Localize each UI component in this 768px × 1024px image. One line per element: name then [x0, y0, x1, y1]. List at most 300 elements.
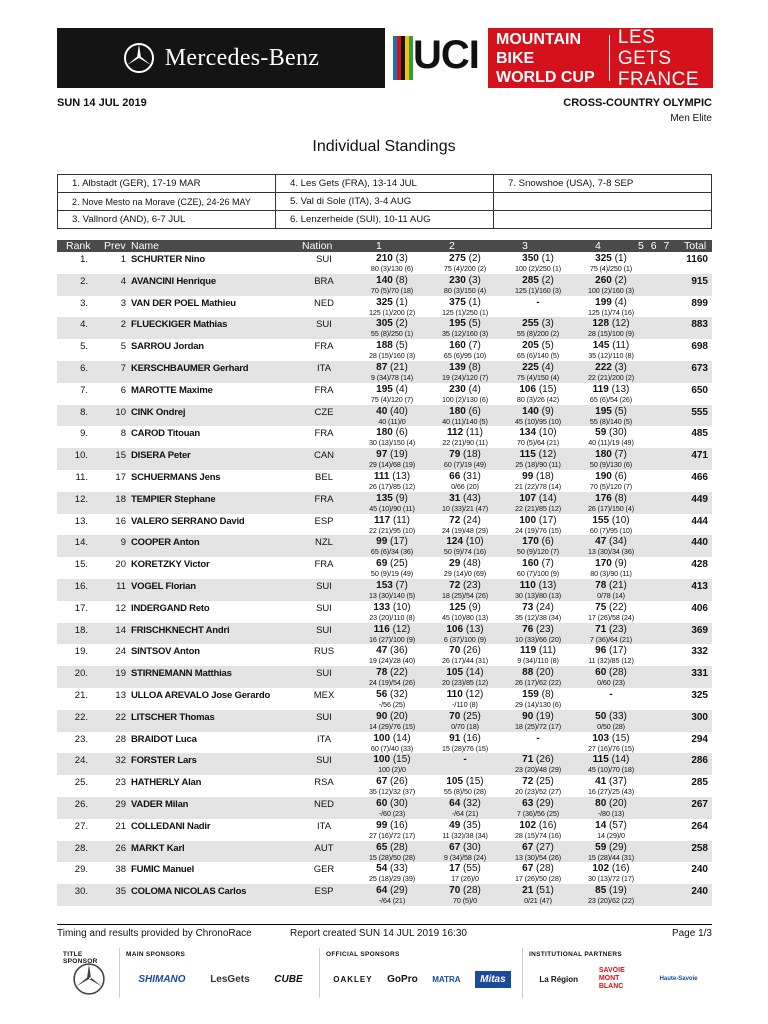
race-points-value: 49 — [449, 819, 461, 831]
rank-cell: 6. — [80, 363, 88, 374]
race-points — [352, 340, 432, 351]
race-points-value: 153 — [376, 580, 393, 591]
standings-row — [57, 775, 712, 797]
standings-row — [57, 296, 712, 318]
prev-rank-cell: 35 — [115, 886, 126, 898]
race-points — [498, 318, 578, 329]
race-position: (4) — [614, 296, 627, 308]
race-points-value: 100 — [373, 754, 391, 766]
prev-rank-cell: 9 — [120, 537, 126, 549]
race-breakdown: 15 (28)/44 (31) — [587, 852, 635, 862]
prev-rank-cell: 29 — [115, 799, 126, 810]
race-breakdown: 26 (17)/44 (31) — [441, 656, 489, 666]
race-points-value: 72 — [449, 514, 461, 526]
mitas-logo: Mitas — [475, 971, 511, 988]
race-points-value: 210 — [376, 253, 393, 264]
race-points — [498, 362, 578, 373]
mercedes-star-icon — [72, 962, 106, 996]
race-points-value: 155 — [592, 514, 610, 526]
race-cell — [494, 211, 712, 229]
rider-name: AVANCINI Henrique — [131, 275, 216, 287]
race-position: (10) — [392, 601, 411, 613]
race-points — [571, 776, 651, 787]
race-position: (8) — [468, 362, 481, 373]
rider-name: FLUECKIGER Mathias — [131, 319, 228, 331]
race-position: (1) — [614, 253, 627, 264]
category: Men Elite — [670, 113, 712, 124]
race-points — [425, 885, 505, 896]
race-breakdown: 50 (9)/74 (16) — [443, 547, 487, 557]
nation-cell: ITA — [316, 363, 332, 374]
race-breakdown: 19 (24)/120 (7) — [441, 373, 489, 382]
race-points-value: 195 — [449, 318, 466, 330]
race-breakdown: 14 (29)/0 — [597, 830, 625, 840]
race-points — [352, 689, 432, 700]
prev-rank-cell: 17 — [115, 472, 126, 483]
race-breakdown: 9 (34)/78 (14) — [370, 373, 414, 382]
race-points — [352, 580, 432, 591]
race-points-value: 195 — [376, 383, 393, 395]
race-points — [425, 863, 505, 874]
shimano-logo: SHIMANO — [138, 973, 186, 985]
race-points-value: 275 — [449, 253, 466, 264]
race-breakdown: 75 (4)/150 (4) — [516, 373, 560, 382]
standings-row — [57, 644, 712, 666]
race-position: (16) — [538, 819, 557, 831]
race-points-value: 100 — [519, 514, 537, 526]
race-points-value: 67 — [376, 776, 388, 788]
prev-rank-cell: 20 — [115, 559, 126, 571]
race-breakdown: -/60 (23) — [378, 809, 406, 818]
race-points — [571, 863, 651, 874]
race-position: (20) — [390, 710, 408, 722]
race-position: (7) — [468, 340, 481, 352]
sponsor-strip — [57, 948, 712, 998]
rank-cell: 27. — [74, 820, 88, 832]
race-position: (17) — [390, 536, 408, 548]
race-points-value: 14 — [595, 819, 607, 831]
race-breakdown: 60 (7)/95 (10) — [589, 525, 633, 535]
race-points-value: 145 — [592, 340, 610, 352]
rider-name: LITSCHER Thomas — [131, 711, 215, 723]
race-position: (32) — [463, 798, 481, 809]
race-date: SUN 14 JUL 2019 — [57, 97, 147, 109]
race-points — [425, 493, 505, 504]
race-points-value: 375 — [449, 296, 466, 308]
nation-cell: ESP — [314, 515, 334, 527]
uci-stripes — [393, 36, 413, 80]
race-position: (2) — [468, 253, 481, 264]
nation-cell: SUI — [316, 624, 332, 636]
race-position: (11) — [465, 427, 483, 439]
race-points — [498, 427, 578, 438]
mercedes-star-icon — [123, 42, 155, 74]
race-breakdown: 27 (16)/72 (17) — [368, 830, 416, 840]
race-points — [571, 384, 651, 395]
race-points — [352, 645, 432, 656]
race-points — [425, 754, 505, 765]
venue-name: LES GETS FRANCE — [617, 26, 699, 90]
race-breakdown: 55 (8)/140 (5) — [589, 416, 633, 426]
race-breakdown: 16 (27)/100 (9) — [368, 634, 416, 644]
race-position: (30) — [609, 427, 627, 439]
standings-row — [57, 841, 712, 863]
race-points — [571, 493, 651, 504]
rider-name: MAROTTE Maxime — [131, 384, 213, 396]
race-position: (2) — [541, 274, 554, 286]
race-points-value: 119 — [520, 645, 537, 657]
race-points — [352, 798, 432, 809]
race-points — [425, 297, 505, 308]
total-points: 413 — [691, 581, 708, 592]
race-points — [352, 558, 432, 569]
rider-name: VALERO SERRANO David — [131, 515, 245, 527]
race-points-value: 111 — [373, 471, 390, 482]
nation-cell: FRA — [314, 428, 334, 440]
race-points — [498, 580, 578, 591]
race-points — [352, 449, 432, 460]
race-points — [498, 602, 578, 613]
race-position: (3) — [468, 274, 481, 286]
total-points: 325 — [691, 690, 708, 701]
rank-cell: 14. — [74, 537, 88, 549]
race-points — [425, 711, 505, 722]
standings-row — [57, 492, 712, 514]
race-breakdown: 28 (15)/100 (9) — [587, 329, 635, 339]
race-points — [571, 558, 651, 569]
race-points-value: 115 — [592, 754, 609, 766]
race-points-value: 47 — [376, 645, 388, 657]
race-points — [571, 754, 651, 765]
race-position: (7) — [395, 580, 408, 591]
race-breakdown: 13 (30)/54 (26) — [514, 852, 562, 862]
race-points-value: 64 — [376, 885, 388, 897]
race-points — [425, 558, 505, 569]
race-cell: 1. Albstadt (GER), 17-19 MAR — [58, 175, 276, 193]
race-position: (6) — [614, 471, 627, 482]
standings-row — [57, 666, 712, 688]
race-points-value: 195 — [595, 405, 612, 417]
race-breakdown: 35 (12)/32 (37) — [368, 787, 416, 797]
race-points-value: 180 — [376, 427, 393, 439]
race-position: (8) — [395, 274, 408, 286]
race-breakdown: 45 (10)/70 (18) — [587, 765, 635, 775]
race-breakdown: 7 (36)/64 (21) — [589, 634, 633, 644]
race-points-value: 66 — [449, 471, 461, 482]
race-position: (19) — [609, 885, 627, 897]
race-points — [425, 318, 505, 329]
race-points-value: 105 — [446, 776, 464, 788]
prev-rank-cell: 15 — [115, 450, 126, 462]
prev-rank-cell: 4 — [120, 275, 126, 287]
race-points — [571, 427, 651, 438]
race-points-value: 21 — [522, 885, 534, 897]
race-breakdown: 22 (21)/200 (2) — [587, 373, 635, 382]
total-points: 332 — [691, 646, 708, 658]
standings-row — [57, 514, 712, 536]
race-position: (4) — [541, 362, 554, 373]
race-position: (29) — [609, 841, 627, 853]
race-position: (51) — [536, 885, 554, 897]
race-breakdown: 30 (13)/72 (17) — [587, 874, 635, 884]
race-points — [352, 667, 432, 678]
race-position: (48) — [463, 558, 481, 570]
race-points-value: 99 — [376, 819, 388, 831]
race-position: (6) — [541, 536, 554, 548]
race-breakdown: 125 (1)/200 (2) — [368, 307, 416, 317]
rider-name: HATHERLY Alan — [131, 777, 202, 789]
rider-name: SARROU Jordan — [131, 341, 204, 353]
race-points-value: 54 — [376, 863, 388, 875]
total-points: 673 — [691, 363, 708, 374]
race-position: (14) — [538, 492, 557, 504]
race-points — [571, 667, 651, 678]
race-points-value: 119 — [592, 383, 609, 395]
race-points-value: 110 — [519, 580, 536, 591]
race-position: (23) — [463, 580, 481, 591]
col-prev: Prev — [104, 240, 126, 252]
race-breakdown: 55 (8)/200 (2) — [516, 329, 560, 339]
race-breakdown: 70 (5)/64 (21) — [516, 438, 560, 448]
nation-cell: RSA — [314, 777, 334, 789]
standings-row — [57, 405, 712, 427]
rank-cell: 15. — [74, 559, 88, 571]
matra-logo: MATRA — [432, 974, 461, 984]
savoie-logo: SAVOIE MONT BLANC — [598, 967, 625, 990]
race-breakdown: 18 (25)/54 (26) — [441, 591, 489, 600]
race-points — [571, 798, 651, 809]
race-points — [498, 776, 578, 787]
race-points — [571, 275, 651, 286]
race-points — [498, 275, 578, 286]
race-points-value: 139 — [449, 362, 466, 373]
race-points — [571, 536, 651, 547]
rider-name: STIRNEMANN Matthias — [131, 668, 232, 680]
race-position: (20) — [536, 667, 554, 679]
race-points-value: 60 — [376, 798, 388, 809]
race-points — [498, 798, 578, 809]
race-position: (9) — [541, 405, 554, 417]
standings-row — [57, 274, 712, 296]
official-sponsors: OFFICIAL SPONSORS OAKLEY GoPro MATRA Mitas — [319, 948, 522, 998]
prev-rank-cell: 2 — [120, 319, 126, 331]
standings-row — [57, 732, 712, 754]
prev-rank-cell: 18 — [115, 493, 126, 505]
race-breakdown: 40 (11)/140 (5) — [442, 416, 488, 426]
prev-rank-cell: 16 — [115, 515, 126, 527]
race-points — [425, 515, 505, 526]
standings-row — [57, 470, 712, 492]
race-points-value: 107 — [519, 492, 537, 504]
rank-cell: 7. — [80, 384, 88, 396]
race-breakdown: 35 (12)/160 (3) — [441, 329, 489, 339]
race-points — [352, 253, 432, 264]
race-position: (8) — [614, 492, 627, 504]
rider-name: ULLOA AREVALO Jose Gerardo — [131, 690, 271, 701]
race-points-value: 99 — [522, 471, 534, 482]
race-points — [425, 427, 505, 438]
race-position: (28) — [463, 885, 481, 897]
race-points-value: 230 — [449, 383, 466, 395]
race-points — [352, 362, 432, 373]
race-points-value: 71 — [595, 623, 607, 635]
race-points-value: 110 — [446, 689, 463, 700]
race-breakdown: 30 (13)/150 (4) — [368, 438, 416, 448]
race-cell: 2. Nove Mesto na Morave (CZE), 24-26 MAY — [58, 193, 276, 211]
race-breakdown: 0/50 (28) — [597, 721, 625, 731]
race-breakdown: 24 (19)/76 (15) — [514, 525, 562, 535]
race-points-value: 112 — [447, 427, 464, 439]
total-points: 294 — [691, 733, 708, 745]
nation-cell: ESP — [314, 886, 334, 898]
race-position: (14) — [392, 732, 411, 744]
race-points — [352, 776, 432, 787]
race-position: (57) — [609, 819, 627, 831]
race-points-value: 106 — [519, 383, 537, 395]
race-points — [498, 253, 578, 264]
race-breakdown: 17 (26)/0 — [451, 874, 479, 884]
race-breakdown: 80 (3)/90 (11) — [590, 569, 632, 579]
race-position: (5) — [541, 340, 554, 352]
race-position: (8) — [541, 689, 554, 700]
race-position: (12) — [392, 623, 411, 635]
total-points: 286 — [691, 755, 708, 767]
race-points-value: 222 — [595, 362, 612, 373]
total-points: 1160 — [686, 254, 708, 265]
prev-rank-cell: 6 — [120, 384, 126, 396]
nation-cell: SUI — [316, 581, 332, 592]
race-breakdown: 35 (12)/110 (8) — [588, 351, 634, 361]
race-breakdown: 22 (21)/85 (12) — [514, 503, 562, 513]
race-position: (12) — [465, 689, 484, 700]
race-points-value: 350 — [522, 253, 539, 264]
race-position: (20) — [609, 798, 627, 809]
race-position: (25) — [463, 710, 481, 722]
total-points: 883 — [691, 319, 708, 331]
race-position: (5) — [468, 318, 481, 330]
race-breakdown: 29 (14)/68 (19) — [368, 460, 416, 470]
prev-rank-cell: 24 — [115, 646, 126, 658]
race-points-value: 97 — [376, 449, 388, 461]
prev-rank-cell: 7 — [120, 363, 126, 374]
race-points — [571, 842, 651, 853]
standings-row — [57, 448, 712, 470]
race-position: (22) — [609, 601, 627, 613]
race-points — [571, 253, 651, 264]
race-points — [498, 689, 578, 700]
col-total: Total — [684, 240, 707, 252]
race-points-value: 100 — [373, 732, 391, 744]
nation-cell: ITA — [316, 733, 332, 745]
race-points-value: 160 — [449, 340, 466, 352]
race-position: (17) — [609, 645, 627, 657]
race-breakdown: 80 (3)/26 (42) — [516, 394, 560, 404]
rank-cell: 30. — [74, 886, 88, 898]
race-points — [352, 275, 432, 286]
race-points — [352, 318, 432, 329]
race-breakdown: 125 (1)/160 (3) — [514, 285, 562, 295]
race-points-value: 176 — [595, 492, 612, 504]
race-breakdown: 65 (6)/54 (26) — [589, 394, 633, 404]
race-points — [571, 297, 651, 308]
race-points-value: 75 — [595, 601, 607, 613]
race-breakdown: 21 (22)/78 (14) — [514, 482, 562, 491]
race-points-value: 63 — [522, 798, 534, 809]
race-breakdown: 29 (14)/0 (69) — [443, 569, 487, 579]
race-position: (12) — [611, 318, 630, 330]
race-position: (28) — [609, 667, 627, 679]
race-breakdown: 55 (8)/250 (1) — [370, 329, 414, 339]
nation-cell: FRA — [314, 384, 334, 396]
race-position: (16) — [390, 819, 408, 831]
rider-name: COLOMA NICOLAS Carlos — [131, 886, 247, 898]
race-points — [498, 820, 578, 831]
race-points-value: 96 — [595, 645, 607, 657]
race-position: (23) — [536, 623, 554, 635]
nation-cell: AUT — [314, 842, 334, 854]
race-points-value: 285 — [522, 274, 539, 286]
rank-cell: 1. — [80, 254, 88, 265]
race-points — [571, 602, 651, 613]
race-points-value: - — [536, 296, 540, 308]
race-points — [498, 754, 578, 765]
race-breakdown: 60 (7)/100 (9) — [516, 569, 560, 579]
race-points — [571, 885, 651, 896]
race-position: (7) — [541, 558, 554, 570]
race-position: (18) — [536, 471, 554, 482]
race-points-value: 72 — [522, 776, 534, 788]
race-points-value: 59 — [595, 427, 607, 439]
race-breakdown: 6 (37)/100 (9) — [443, 634, 487, 644]
race-points-value: 70 — [449, 885, 461, 897]
race-points-value: 59 — [595, 841, 607, 853]
race-breakdown: 55 (8)/50 (28) — [443, 787, 487, 797]
race-points-value: 73 — [522, 601, 534, 613]
race-points — [425, 536, 505, 547]
lesgets-logo: LesGets — [210, 973, 250, 985]
race-breakdown: 70 (5)/70 (18) — [370, 285, 414, 295]
total-points: 369 — [691, 624, 708, 636]
race-breakdown: 20 (23)/85 (12) — [441, 678, 489, 688]
races-row — [58, 175, 712, 193]
rider-name: TEMPIER Stephane — [131, 493, 216, 505]
nation-cell: MEX — [313, 690, 335, 701]
rank-cell: 23. — [74, 733, 88, 745]
race-breakdown: 28 (15)/74 (16) — [514, 830, 562, 840]
race-points-value: 79 — [449, 449, 461, 461]
race-breakdown: 100 (2)/130 (6) — [441, 394, 489, 404]
race-points — [571, 624, 651, 635]
race-breakdown: 13 (30)/140 (5) — [368, 591, 416, 600]
race-breakdown: 23 (20)/48 (29) — [514, 765, 562, 775]
race-position: (5) — [395, 340, 408, 352]
race-breakdown: 13 (30)/34 (36) — [587, 547, 635, 557]
race-position: (9) — [614, 558, 627, 570]
rank-cell: 11. — [75, 472, 88, 483]
total-points: 449 — [691, 493, 708, 505]
race-points-value: 67 — [522, 863, 534, 875]
race-points-value: 105 — [446, 667, 464, 679]
col-nation: Nation — [302, 240, 333, 252]
race-position: (40) — [390, 405, 408, 417]
race-points-value: 67 — [449, 841, 461, 853]
race-position: (14) — [611, 754, 630, 766]
race-breakdown: 28 (15)/160 (3) — [368, 351, 416, 361]
world-cup-banner — [488, 28, 713, 88]
prev-rank-cell: 38 — [115, 864, 126, 876]
race-points — [498, 536, 578, 547]
race-points-value: 102 — [592, 863, 610, 875]
